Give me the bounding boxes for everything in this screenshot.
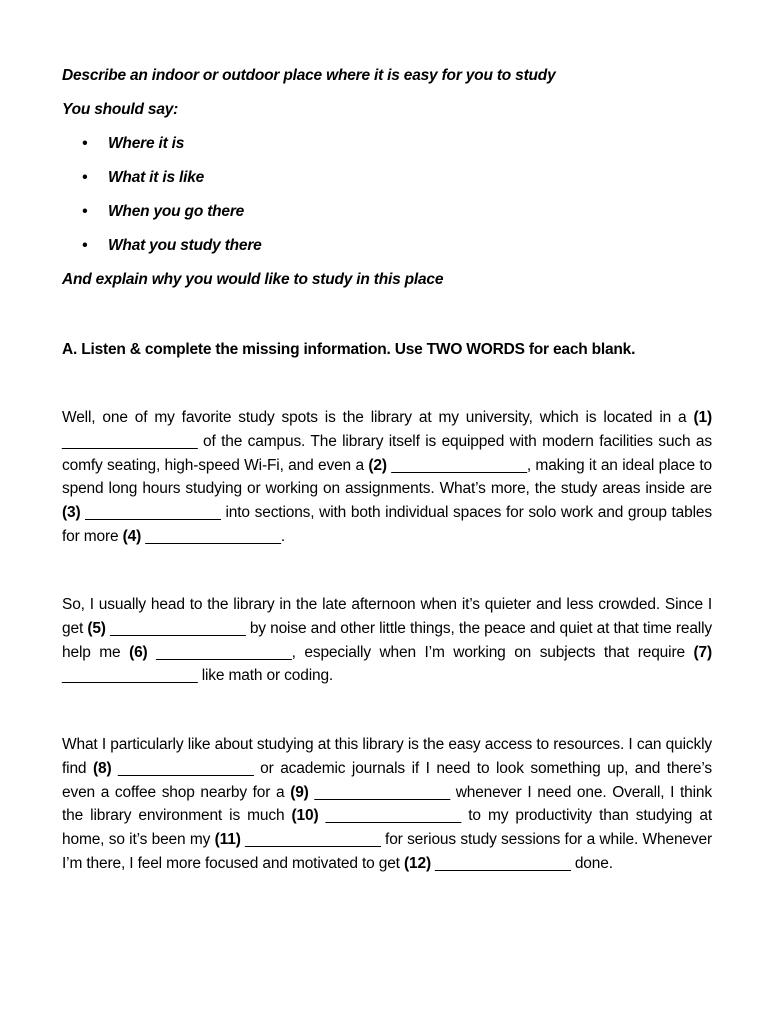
blank-number: (7) <box>693 643 712 661</box>
paragraph-3: What I particularly like about studying at this library is the easy access to resources. I can quickly find (8) ________________ or academic journals if I need to look something up, and there’s even a coffee shop nearby for a (9) ________________ whenever I need one. Overall, I think the library environment is much (10) ________________ to my productivity than studying at home, so it’s been my (11) ________________ for serious study sessions for a while. Whenever I’m there, I feel more focused and motivated to get (12) ________________ done. <box>62 736 712 872</box>
blank-number: (3) <box>62 504 81 522</box>
bullet-item <box>82 202 244 222</box>
answer-blank[interactable]: ________________ <box>62 667 198 685</box>
task-instruction: A. Listen & complete the missing information. Use TWO WORDS for each blank. <box>62 341 636 358</box>
blank-number: (10) <box>291 807 319 825</box>
blank-number: (5) <box>87 619 106 637</box>
bullet-text: Where it is <box>108 135 185 152</box>
blank-number: (2) <box>368 456 387 474</box>
prompt-intro: You should say: <box>62 101 179 118</box>
blank-number: (4) <box>122 527 142 545</box>
answer-blank[interactable]: ________________ <box>435 854 571 872</box>
bullet-dot-icon: • <box>82 203 88 220</box>
paragraph-1: Well, one of my favorite study spots is the library at my university, which is located in a (1) ________________ of the campus. The library itself is equipped with modern facilities such as comfy seating, high-speed Wi-Fi, and even a (2) ________________, making it an ideal place to spend long hours studying or working on assignments. What’s more, the study areas inside are (3) ________________ into sections, with both individual spaces for solo work and group tables for more (4) ________________. <box>62 409 712 545</box>
bullet-text: When you go there <box>108 203 245 220</box>
bullet-text: What you study there <box>108 237 262 254</box>
prompt-title: Describe an indoor or outdoor place where it is easy for you to study <box>62 67 556 84</box>
blank-number: (12) <box>404 854 431 872</box>
answer-blank[interactable]: ________________ <box>245 831 381 849</box>
bullet-dot-icon: • <box>82 237 88 254</box>
bullet-item <box>82 236 262 256</box>
answer-blank[interactable]: ________________ <box>85 504 221 522</box>
blank-number: (11) <box>214 831 241 849</box>
answer-blank[interactable]: ________________ <box>314 783 450 801</box>
blank-number: (9) <box>290 783 309 801</box>
bullet-text: What it is like <box>108 169 205 186</box>
answer-blank[interactable]: ________________ <box>325 807 462 825</box>
answer-blank[interactable]: ________________ <box>391 456 527 474</box>
answer-blank[interactable]: ________________ <box>62 432 198 450</box>
paragraph-2: So, I usually head to the library in the late afternoon when it’s quieter and less crowded. Since I get (5) ________________ by noise and other little things, the peace and quiet at that time really help me (6) ________________, especially when I’m working on subjects that require (7) ________________ like math or coding. <box>62 596 712 685</box>
answer-blank[interactable]: ________________ <box>110 619 246 637</box>
blank-number: (1) <box>693 409 712 426</box>
blank-number: (6) <box>129 643 148 661</box>
answer-blank[interactable]: ________________ <box>156 643 292 661</box>
bullet-item <box>82 134 184 154</box>
bullet-dot-icon: • <box>82 135 88 152</box>
answer-blank[interactable]: ________________ <box>145 527 281 545</box>
bullet-dot-icon: • <box>82 169 88 186</box>
answer-blank[interactable]: ________________ <box>118 759 254 777</box>
bullet-item <box>82 168 204 188</box>
blank-number: (8) <box>92 759 112 777</box>
prompt-closing: And explain why you would like to study in this place <box>62 271 444 288</box>
